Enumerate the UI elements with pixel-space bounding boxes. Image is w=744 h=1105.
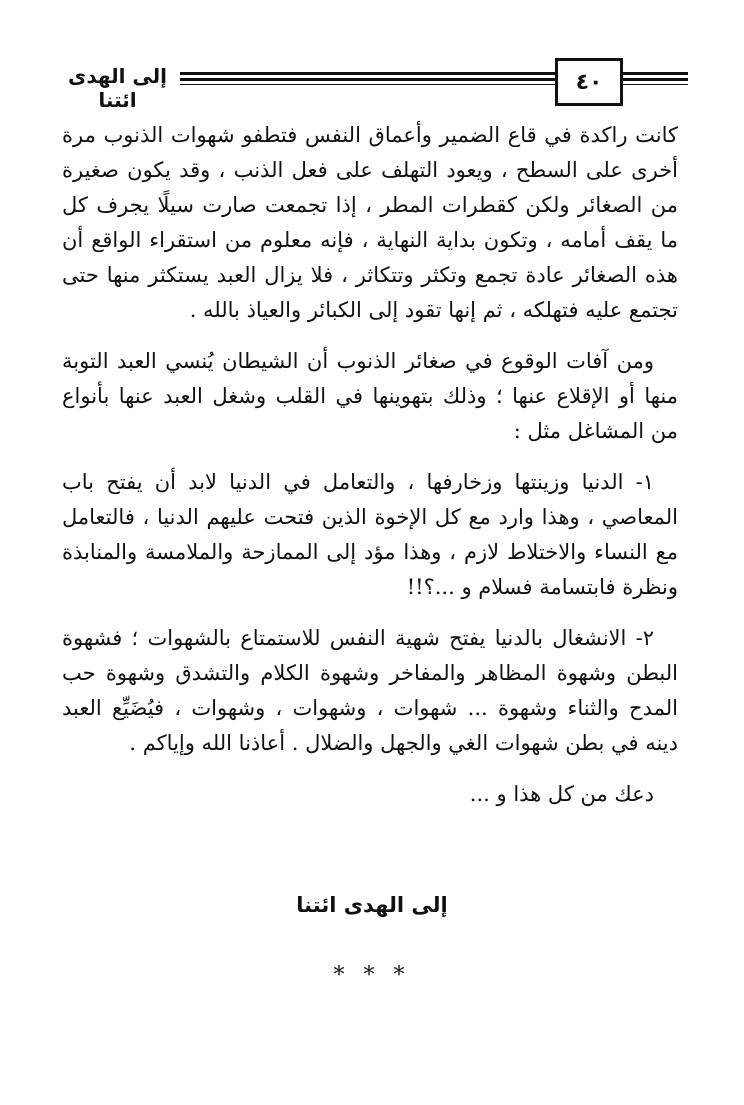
- paragraph: دعك من كل هذا و ...: [469, 782, 654, 806]
- page-header: [60, 58, 688, 112]
- paragraph: كانت راكدة في قاع الضمير وأعماق النفس فتطفو شهوات الذنوب مرة أخرى على السطح ، ويعود التهلف على فعل الذنب ، وقد يكون صغيرة من الصغائر ولكن كقطرات المطر ، إذا تجمعت صارت سيلًا يجرف كل ما يقف أمامه ، وتكون بداية النهاية ، فإنه معلوم من استقراء الواقع أن هذه الصغائر عادة تجمع وتكثر وتتكاثر ، فلا يزال العبد يستكثر منها حتى تجتمع عليه فتهلكه ، ثم إنها تقود إلى الكبائر والعياذ بالله .: [62, 123, 678, 322]
- list-item: ٢- الانشغال بالدنيا يفتح شهية النفس للاستمتاع بالشهوات ؛ فشهوة البطن وشهوة المظاهر والمفاخر وشهوة الكلام والتشدق وشهوة حب المدح والثناء وشهوة ... شهوات ، وشهوات ، وشهوات ، فيُضَيِّع العبد دينه في بطن شهوات الغي والجهل والضلال . أعاذنا الله وإياكم .: [62, 626, 678, 755]
- paragraph: ومن آفات الوقوع في صغائر الذنوب أن الشيطان يُنسي العبد التوبة منها أو الإقلاع عنها ؛ وذلك بتهوينها في القلب وشغل العبد عنها بأنواع من المشاغل مثل :: [62, 349, 678, 443]
- page-body: [62, 118, 678, 828]
- page-number: ٤٠: [555, 58, 623, 106]
- list-item: ١- الدنيا وزينتها وزخارفها ، والتعامل في الدنيا لابد أن يفتح باب المعاصي ، وهذا وارد مع كل الإخوة الذين فتحت عليهم الدنيا ، فالتعامل مع النساء والاختلاط لازم ، وهذا مؤد إلى الممازحة والملامسة والمنابذة ونظرة فابتسامة فسلام و ...؟!!: [62, 470, 678, 599]
- section-separator: * * *: [333, 963, 411, 988]
- running-title: إلى الهدى ائتنا: [67, 64, 167, 112]
- section-title: إلى الهدى ائتنا: [296, 893, 448, 917]
